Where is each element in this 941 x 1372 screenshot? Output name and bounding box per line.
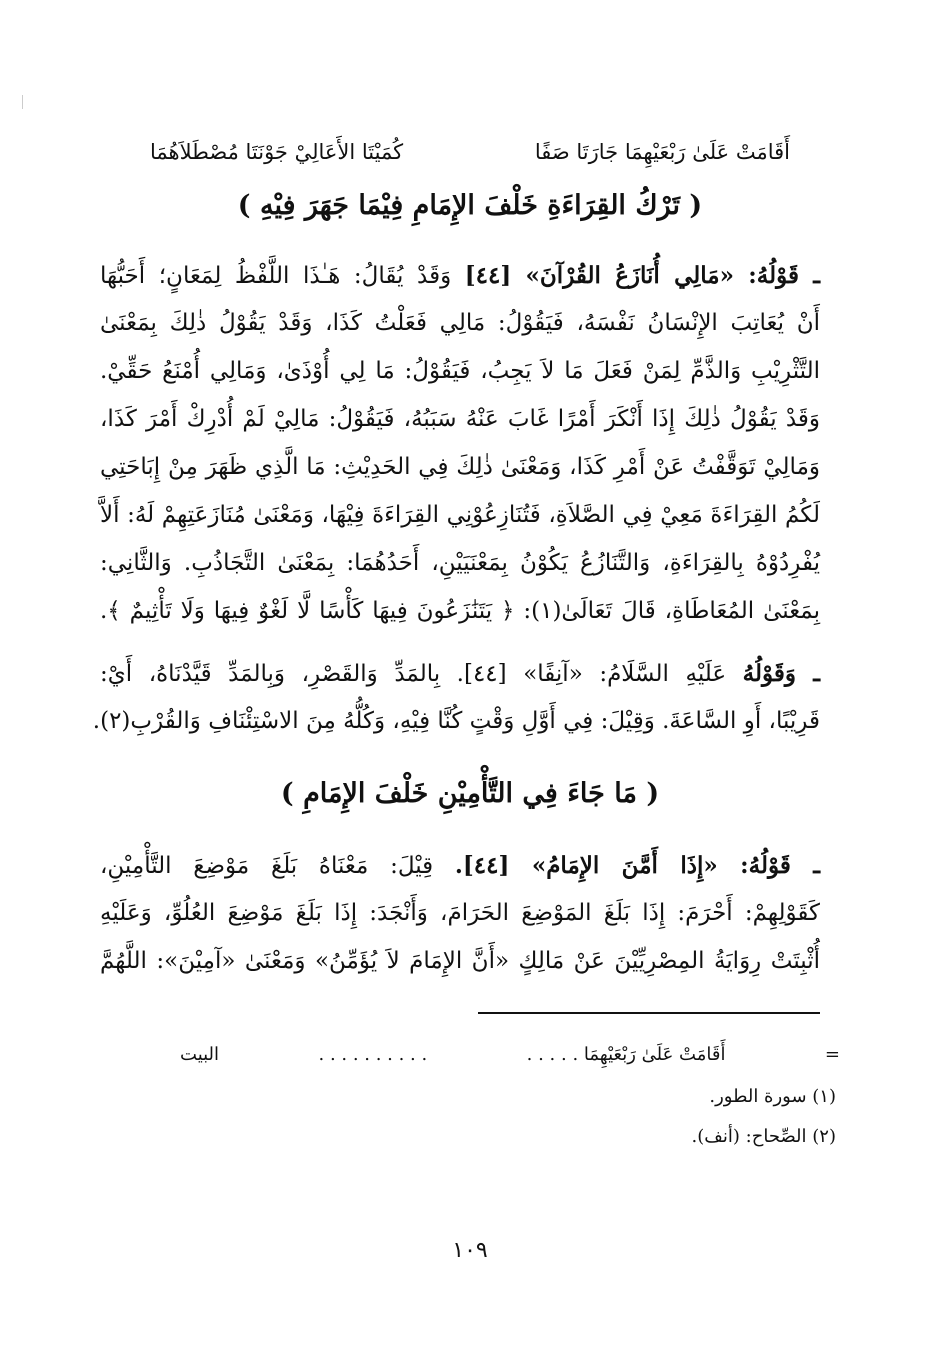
text-line: وَمَالِيْ تَوَقَّفْتُ عَنْ أَمْرِ كَذَا، وَمَعْنَىٰ ذٰلِكَ فِي الحَدِيْثِ: مَا الَّذِي ظَهَرَ مِنْ إِبَاحَتِي [100, 454, 820, 480]
continuation-marker: = [824, 1044, 840, 1065]
verse-hemistich-right: أَقَامَتْ عَلَىٰ رَبْعَيْهِمَا جَارَتَا صَفًا [534, 140, 790, 164]
section-heading: ( تَرْكُ القِرَاءَةِ خَلْفَ الإِمَامِ فِيْمَا جَهَرَ فِيْهِ ) [237, 190, 703, 221]
text-line: وَقَدْ يَقُوْلُ ذٰلِكَ إِذَا أَنْكَرَ أَمْرًا غَابَ عَنْهُ سَبَبُهُ، فَيَقُوْلُ: مَالِيْ لَمْ أُدْرِكْ أَمْرَ كَذَا، [100, 406, 820, 432]
footnote-divider [478, 1012, 820, 1014]
continuation-dots: . . . . . . . . . . [318, 1044, 428, 1065]
margin-mark [22, 95, 23, 109]
text-line: بِمَعْنَىٰ المُعَاطَاةِ، قَالَ تَعَالَىٰ(١): ﴿ يَتَنَٰزَعُونَ فِيهَا كَأْسًا لَّا لَغْوٌ فِيهَا وَلَا تَأْثِيمٌ ﴾. [100, 598, 820, 624]
verse-hemistich-left: كُمَيْتَا الأَعَالِيْ جَوْنَتَا مُصْطَلاَهُمَا [150, 140, 404, 164]
text-line: يُفْرِدُوْهُ بِالقِرَاءَةِ، وَالتَّنَازُعُ يَكُوْنُ بِمَعْنَيَيْنِ، أَحَدُهُمَا: بِمَعْنَىٰ التَّجَاذُبِ. وَالثَّانِي: [100, 550, 820, 576]
footnote: (٢) الصِّحاح: (أنف). [691, 1126, 836, 1147]
continuation-verse: أَقَامَتْ عَلَىٰ رَبْعَيْهِمَا . . . . . [526, 1044, 726, 1065]
footnote: (١) سورة الطور. [709, 1086, 836, 1107]
text-line: لَكُمُ القِرَاءَةَ مَعِيْ فِي الصَّلاَةِ، فَتُنَازِعُوْنِي القِرَاءَةَ فِيْهَا، وَمَعْنَىٰ مُنَازَعَتِهِمْ لَهُ: أَلاَّ [100, 502, 820, 528]
text-line: التَّثْرِيْبِ وَالذَّمِّ لِمَنْ فَعَلَ مَا لاَ يَجِبُ، فَيَقُوْلُ: مَا لِي أُوْذَىٰ، وَمَالِي أُمْنَعُ حَقِّيْ. [100, 358, 820, 384]
page-number: ١٠٩ [452, 1238, 488, 1263]
text-line: كَقَوْلِهِمْ: أَحْرَمَ: إِذَا بَلَغَ المَوْضِعَ الحَرَامَ، وَأَنْجَدَ: إِذَا بَلَغَ مَوْضِعَ العُلُوِّ، وَعَلَيْهِ [100, 900, 820, 926]
text-line: أَنْ يُعَاتِبَ الإِنْسَانُ نَفْسَهُ، فَيَقُوْلُ: مَالِي فَعَلْتُ كَذَا، وَقَدْ يَقُوْلُ ذٰلِكَ بِمَعْنَىٰ [100, 310, 820, 336]
text-line: قَرِيْبًا، أَوِ السَّاعَةَ. وَقِيْلَ: فِي أَوَّلِ وَقْتٍ كُنَّا فِيْهِ، وَكُلُّهُ مِنَ الاسْتِئْنَافِ وَالقُرْبِ(٢). [92, 708, 820, 734]
footnote-continuation [180, 1044, 840, 1065]
text-line: أُثْبِتَتْ رِوَايَةُ المِصْرِيِّيْنَ عَنْ مَالِكٍ «أَنَّ الإِمَامَ لاَ يُؤَمِّنُ» وَمَعْنَىٰ «آمِيْنَ»: اللَّهُمَّ [100, 948, 820, 974]
text-line: ـ قَوْلُهُ: «مَالِي أُنَازَعُ القُرْآنَ» [٤٤] وَقَدْ يُقَالُ: هَـٰذَا اللَّفْظُ لِمَعَانٍ؛ أَحَبُّهَا [100, 262, 820, 289]
continuation-word: البيت [180, 1044, 220, 1065]
text-line: ـ قَوْلُهُ: «إِذَا أَمَّنَ الإِمَامُ» [٤٤]. قِيْلَ: مَعْنَاهُ بَلَغَ مَوْضِعَ التَّأْمِيْنِ، [100, 852, 820, 879]
text-line: ـ وَقَوْلُهُ عَلَيْهِ السَّلَامُ: «آنِفًا» [٤٤]. بِالمَدِّ وَالقَصْرِ، وَبِالمَدِّ قَيَّدْنَاهُ، أَيْ: [100, 660, 820, 687]
section-heading: ( مَا جَاءَ فِي التَّأْمِيْنِ خَلْفَ الإِمَامِ ) [280, 778, 660, 809]
poem-verse [150, 140, 790, 164]
